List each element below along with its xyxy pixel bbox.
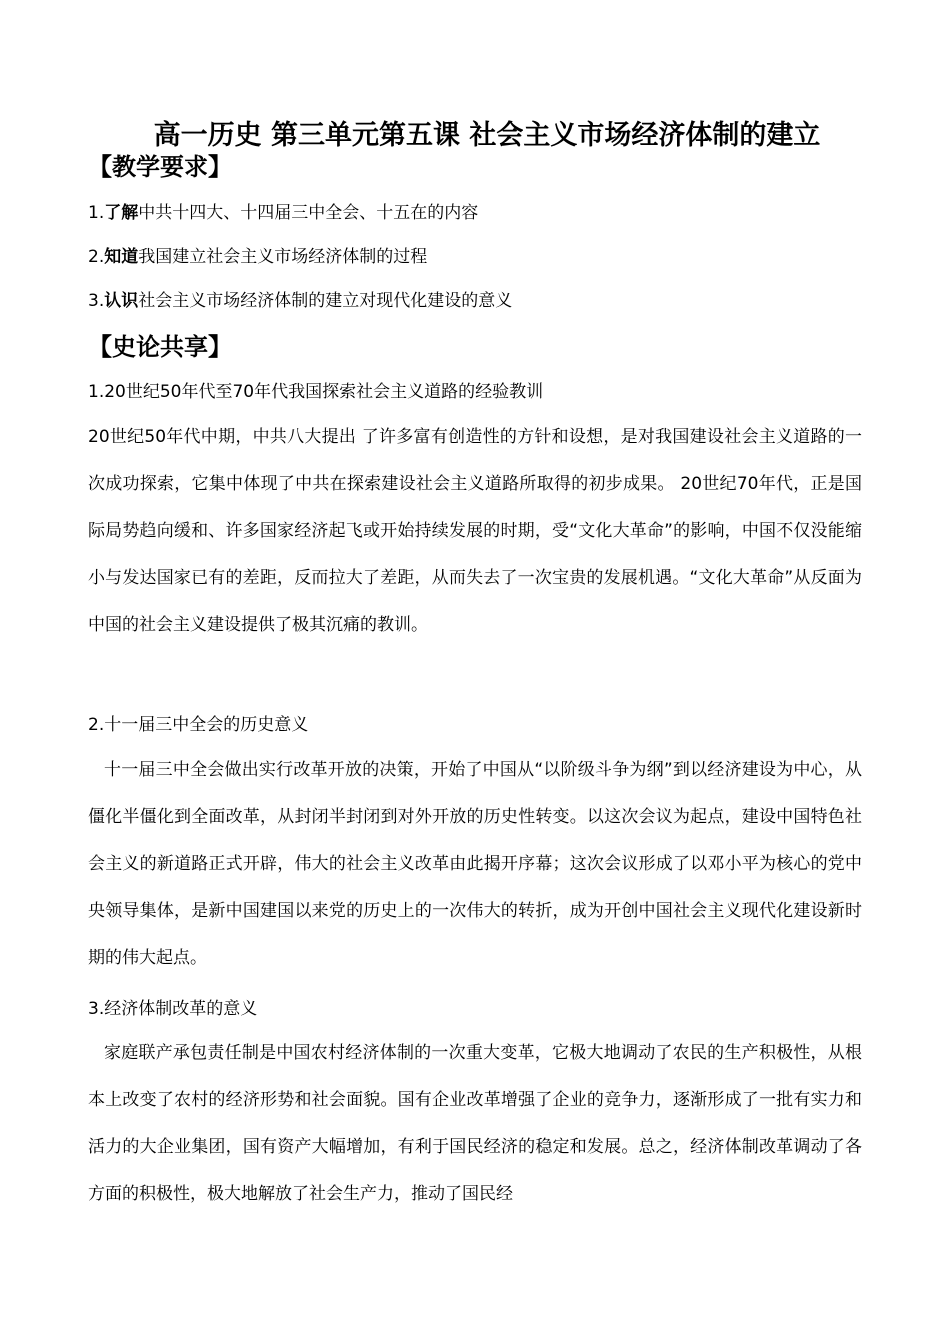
requirement-verb: 了解 — [104, 203, 139, 223]
section-heading-shared: 【史论共享】 — [88, 333, 232, 361]
requirement-item — [88, 200, 478, 226]
subsection-title: 1.20世纪50年代至70年代我国探索社会主义道路的经验教训 — [88, 382, 544, 402]
subsection-body: 20世纪50年代中期，中共八大提出 了许多富有创造性的方针和设想，是对我国建设社会主义道路的一次成功探索，它集中体现了中共在探索建设社会主义道路所取得的初步成果。 20世纪70年代，正是国际局势趋向缓和、许多国家经济起飞或开始持续发展的时期，受“文化大革命”的影响，中国不仅没能缩小与发达国家已有的差距，反而拉大了差距，从而失去了一次宝贵的发展机遇。“文化大革命”从反面为中国的社会主义建设提供了极其沉痛的教训。 — [88, 427, 862, 635]
requirement-number: 3. — [88, 291, 105, 311]
requirement-verb: 认识 — [104, 291, 139, 311]
subsection-body: 十一届三中全会做出实行改革开放的决策，开始了中国从“以阶级斗争为纲”到以经济建设为中心，从僵化半僵化到全面改革，从封闭半封闭到对外开放的历史性转变。以这次会议为起点，建设中国特色社会主义的新道路正式开辟，伟大的社会主义改革由此揭开序幕；这次会议形成了以邓小平为核心的党中央领导集体，是新中国建国以来党的历史上的一次伟大的转折，成为开创中国社会主义现代化建设新时期的伟大起点。 — [88, 760, 862, 968]
subsection-title: 2.十一届三中全会的历史意义 — [88, 715, 309, 735]
document-title: 高一历史 第三单元第五课 社会主义市场经济体制的建立 — [153, 120, 821, 151]
requirement-number: 2. — [88, 247, 105, 267]
requirement-number: 1. — [88, 203, 105, 223]
subsection-body: 家庭联产承包责任制是中国农村经济体制的一次重大变革，它极大地调动了农民的生产积极性，从根本上改变了农村的经济形势和社会面貌。国有企业改革增强了企业的竞争力，逐渐形成了一批有实力和活力的大企业集团，国有资产大幅增加，有利于国民经济的稳定和发展。总之，经济体制改革调动了各方面的积极性，极大地解放了社会生产力，推动了国民经 — [88, 1043, 862, 1204]
requirement-verb: 知道 — [104, 247, 139, 267]
requirement-item — [88, 244, 427, 270]
requirement-item — [88, 288, 512, 314]
subsection-title: 3.经济体制改革的意义 — [88, 999, 258, 1019]
requirement-text: 社会主义市场经济体制的建立对现代化建设的意义 — [138, 291, 513, 311]
requirement-text: 我国建立社会主义市场经济体制的过程 — [138, 247, 428, 267]
section-heading-requirements: 【教学要求】 — [88, 153, 232, 181]
requirement-text: 中共十四大、十四届三中全会、十五在的内容 — [138, 203, 479, 223]
